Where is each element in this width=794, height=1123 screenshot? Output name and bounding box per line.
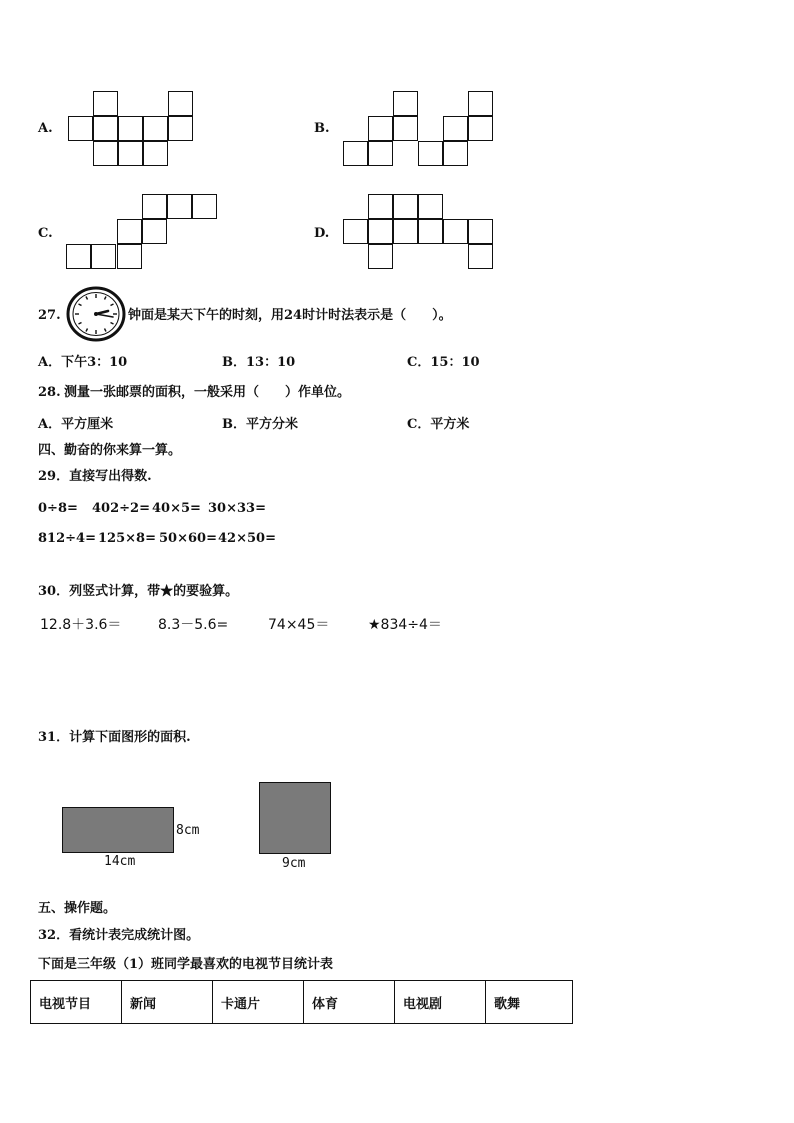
option-c-label: C.: [38, 226, 53, 241]
q27-option-c: C．15：10: [407, 355, 480, 370]
square-side-label: 9cm: [282, 856, 306, 871]
clock-icon: [66, 286, 126, 342]
table-cell: 电视节目: [31, 981, 122, 1024]
q30-title: 30．列竖式计算，带★的要验算。: [38, 584, 239, 599]
q29-item: 30×33=: [208, 501, 266, 516]
table-cell: 电视剧: [395, 981, 486, 1024]
section-4-heading: 四、勤奋的你来算一算。: [38, 443, 182, 458]
option-d-label: D.: [314, 226, 330, 241]
table-row: [31, 981, 573, 1024]
table-cell: 卡通片: [213, 981, 304, 1024]
q27-question-text: 钟面是某天下午的时刻，用24时计时法表示是（ ）。: [128, 308, 452, 323]
q27-number: 27.: [38, 308, 61, 323]
table-cell: 新闻: [122, 981, 213, 1024]
option-b-label: B.: [314, 121, 330, 136]
q29-item: 42×50=: [218, 531, 276, 546]
section-5-heading: 五、操作题。: [38, 901, 117, 916]
tv-program-table: [30, 980, 573, 1024]
q28-question-text: 测量一张邮票的面积，一般采用（ ）作单位。: [64, 385, 351, 400]
rectangle-height-label: 8cm: [176, 823, 200, 838]
q30-item: 8.3－5.6=: [158, 617, 229, 633]
q28-number: 28.: [38, 385, 61, 400]
q30-item: ★834÷4＝: [368, 617, 442, 633]
q31-title: 31．计算下面图形的面积.: [38, 730, 191, 745]
q28-option-b: B．平方分米: [222, 417, 298, 432]
q29-item: 812÷4=: [38, 531, 96, 546]
square-shape: [259, 782, 331, 854]
rectangle-width-label: 14cm: [104, 854, 136, 869]
q32-title: 32．看统计表完成统计图。: [38, 928, 200, 943]
q28-option-a: A．平方厘米: [38, 417, 114, 432]
q29-item: 402÷2=: [92, 501, 150, 516]
q29-title: 29．直接写出得数.: [38, 469, 152, 484]
option-a-label: A.: [38, 121, 53, 136]
q27-option-a: A．下午3：10: [38, 355, 128, 370]
q27-option-b: B．13：10: [222, 355, 296, 370]
rectangle-shape: [62, 807, 174, 853]
q29-item: 50×60=: [159, 531, 217, 546]
table-cell: 歌舞: [486, 981, 573, 1024]
q29-item: 0÷8=: [38, 501, 78, 516]
q29-item: 40×5=: [152, 501, 201, 516]
table-cell: 体育: [304, 981, 395, 1024]
q28-option-c: C．平方米: [407, 417, 470, 432]
q30-item: 12.8＋3.6＝: [40, 617, 122, 633]
table-caption: 下面是三年级（1）班同学最喜欢的电视节目统计表: [38, 957, 334, 972]
q29-item: 125×8=: [98, 531, 156, 546]
q30-item: 74×45＝: [268, 617, 330, 633]
